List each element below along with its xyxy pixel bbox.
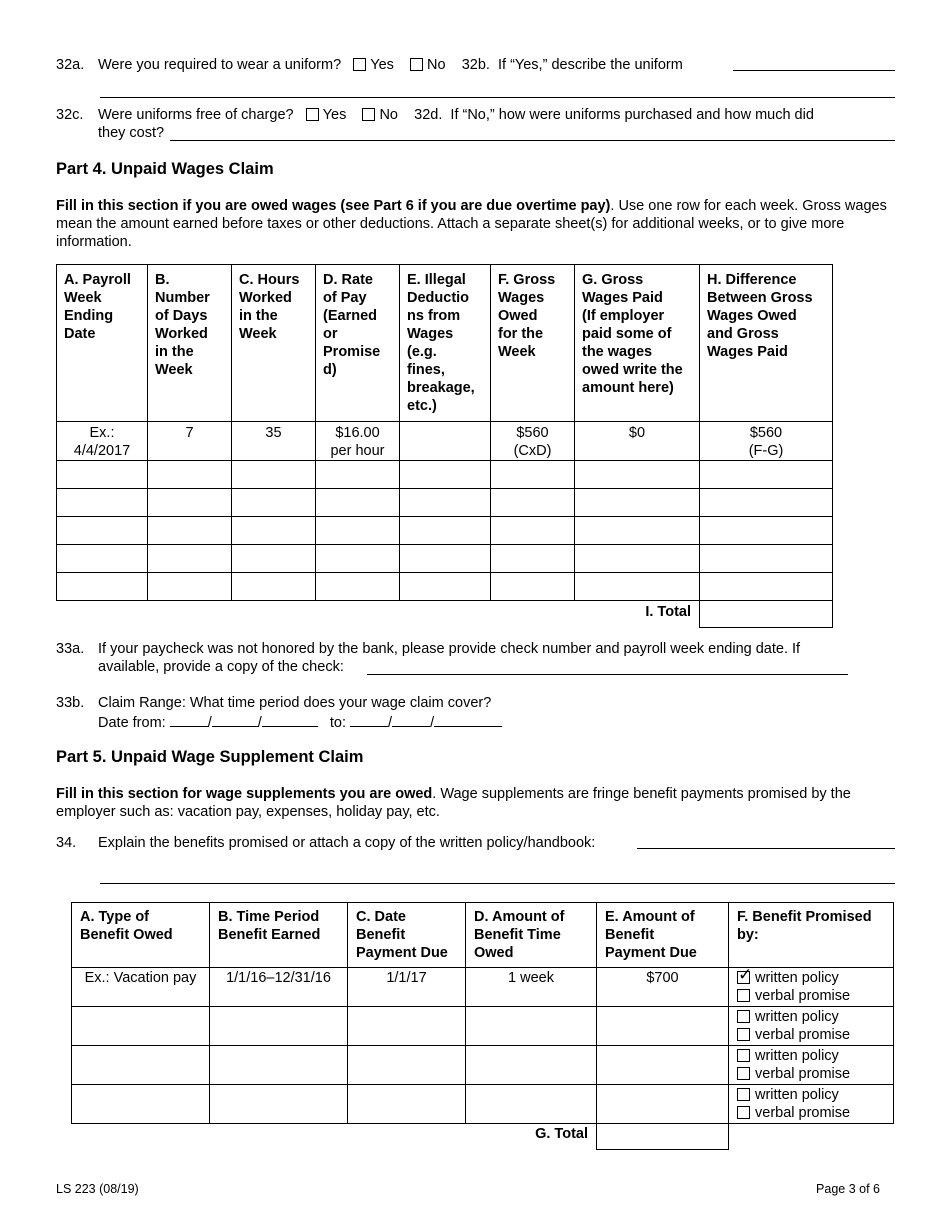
q33a-question: If your paycheck was not honored by the bank, please provide check number and payroll week ending date. If <box>98 641 801 657</box>
col-header-time-period: B. Time Period Benefit Earned <box>210 903 348 968</box>
example-time-period: 1/1/16–12/31/16 <box>210 968 348 1007</box>
col-header-benefit-type: A. Type of Benefit Owed <box>72 903 210 968</box>
q33b-question: Claim Range: What time period does your wage claim cover? <box>98 695 492 711</box>
col-header-difference: H. Difference Between Gross Wages Owed and Gross Wages Paid <box>700 265 833 422</box>
total-row <box>57 601 833 628</box>
total-cell[interactable] <box>700 601 833 628</box>
example-hours: 35 <box>232 422 316 461</box>
part5-intro-bold: Fill in this section for wage supplements you are owed <box>56 786 433 802</box>
q32c-question: Were uniforms free of charge? <box>98 107 294 123</box>
col-header-gross-wages-owed: F. Gross Wages Owed for the Week <box>491 265 575 422</box>
q32d-question-cont: they cost? <box>98 125 165 141</box>
total-label: I. Total <box>57 601 700 628</box>
q33a-question-cont: available, provide a copy of the check: <box>98 659 344 675</box>
date-from-month[interactable] <box>170 712 208 727</box>
col-header-illegal-deductions: E. Illegal Deductio ns from Wages (e.g. fines, breakage, etc.) <box>400 265 491 422</box>
q32a-no-label: No <box>427 57 446 73</box>
part5-title: Part 5. Unpaid Wage Supplement Claim <box>56 748 364 766</box>
table-row <box>57 545 833 573</box>
written-policy-checkbox[interactable] <box>737 1010 750 1023</box>
q32d-answer-line[interactable] <box>170 126 895 141</box>
q32c-no-checkbox[interactable] <box>362 108 375 121</box>
page-number: Page 3 of 6 <box>816 1182 880 1196</box>
q34-answer-line[interactable] <box>637 834 895 849</box>
table-row: written policy verbal promise <box>72 1046 894 1085</box>
date-to-month[interactable] <box>350 712 388 727</box>
verbal-promise-checkbox[interactable] <box>737 1028 750 1041</box>
q32c-number: 32c. <box>56 107 84 123</box>
col-header-payment-amount: E. Amount of Benefit Payment Due <box>597 903 729 968</box>
date-from-day[interactable] <box>212 712 258 727</box>
q32d-question: If “No,” how were uniforms purchased and how much did <box>450 107 814 123</box>
table-row <box>57 573 833 601</box>
col-header-hours-worked: C. Hours Worked in the Week <box>232 265 316 422</box>
supplement-total-row <box>72 1124 894 1150</box>
form-id: LS 223 (08/19) <box>56 1182 139 1196</box>
date-to-day[interactable] <box>392 712 430 727</box>
q32b-question: If “Yes,” describe the uniform <box>497 57 683 73</box>
verbal-promise-checkbox[interactable] <box>737 989 750 1002</box>
example-benefit-type: Ex.: Vacation pay <box>72 968 210 1007</box>
q34-answer-line-2[interactable] <box>100 871 895 884</box>
table-row: written policy verbal promise <box>72 1085 894 1124</box>
part4-intro <box>56 197 896 251</box>
part5-intro-rest: . Wage supplements are fringe benefit payments promised by the employer such as: vacation pay, expenses, holiday pay, etc. <box>56 786 851 820</box>
q32c-yes-label: Yes <box>322 107 347 123</box>
col-header-promised-by: F. Benefit Promised by: <box>729 903 894 968</box>
date-from-year[interactable] <box>262 712 318 727</box>
example-days: 7 <box>148 422 232 461</box>
q32a-number: 32a. <box>56 57 85 73</box>
q33a-answer-line[interactable] <box>367 660 848 675</box>
table-row <box>57 517 833 545</box>
example-rate: $16.00 per hour <box>316 422 400 461</box>
q32d-number: 32d. <box>414 107 443 123</box>
col-header-benefit-time: D. Amount of Benefit Time Owed <box>466 903 597 968</box>
q33b-number: 33b. <box>56 695 85 711</box>
wage-supplement-table <box>71 902 894 1150</box>
example-difference: $560 (F-G) <box>700 422 833 461</box>
date-to-label: to: <box>329 715 346 731</box>
col-header-gross-wages-paid: G. Gross Wages Paid (If employer paid some of the wages owed write the amount here) <box>575 265 700 422</box>
supplement-total-label: G. Total <box>72 1124 597 1150</box>
table-row <box>57 461 833 489</box>
col-header-rate-of-pay: D. Rate of Pay (Earned or Promise d) <box>316 265 400 422</box>
example-benefit-time: 1 week <box>466 968 597 1007</box>
q32c-no-label: No <box>379 107 398 123</box>
date-from-label: Date from: <box>98 715 166 731</box>
q32a-question: Were you required to wear a uniform? <box>98 57 342 73</box>
example-payment-amount: $700 <box>597 968 729 1007</box>
unpaid-wages-table <box>56 264 833 628</box>
written-policy-checkbox[interactable] <box>737 1049 750 1062</box>
q34-number: 34. <box>56 835 77 851</box>
example-promised-by: ✓ written policy verbal promise <box>729 968 894 1007</box>
supplement-example-row <box>72 968 894 1007</box>
date-to-year[interactable] <box>434 712 502 727</box>
verbal-promise-checkbox[interactable] <box>737 1106 750 1119</box>
example-row <box>57 422 833 461</box>
part5-intro <box>56 785 896 821</box>
supplement-total-cell[interactable] <box>597 1124 729 1150</box>
q32a-yes-checkbox[interactable] <box>353 58 366 71</box>
written-policy-checkbox[interactable] <box>737 1088 750 1101</box>
example-payment-date: 1/1/17 <box>348 968 466 1007</box>
part4-intro-bold: Fill in this section if you are owed wages (see Part 6 if you are due overtime pay) <box>56 198 611 214</box>
part4-intro-rest: . Use one row for each week. Gross wages mean the amount earned before taxes or other deductions. Attach a separate sheet(s) for additional weeks, or to give more information. <box>56 198 887 250</box>
col-header-days-worked: B. Number of Days Worked in the Week <box>148 265 232 422</box>
table-row: written policy verbal promise <box>72 1007 894 1046</box>
example-deductions <box>400 422 491 461</box>
q32c-yes-checkbox[interactable] <box>306 108 319 121</box>
col-header-payroll-week: A. Payroll Week Ending Date <box>57 265 148 422</box>
q33a-number: 33a. <box>56 641 85 657</box>
q34-question: Explain the benefits promised or attach a copy of the written policy/handbook: <box>98 835 596 851</box>
verbal-promise-checkbox[interactable] <box>737 1067 750 1080</box>
example-date: Ex.: 4/4/2017 <box>57 422 148 461</box>
written-policy-checkbox[interactable] <box>737 971 750 984</box>
q32a-no-checkbox[interactable] <box>410 58 423 71</box>
q32a-yes-label: Yes <box>370 57 394 73</box>
q32b-answer-line[interactable] <box>733 56 895 71</box>
example-gross-owed: $560 (CxD) <box>491 422 575 461</box>
part4-title: Part 4. Unpaid Wages Claim <box>56 160 274 178</box>
col-header-payment-date: C. Date Benefit Payment Due <box>348 903 466 968</box>
q32b-number: 32b. <box>461 57 490 73</box>
table-row <box>57 489 833 517</box>
q32b-answer-line-2[interactable] <box>100 85 895 98</box>
example-gross-paid: $0 <box>575 422 700 461</box>
